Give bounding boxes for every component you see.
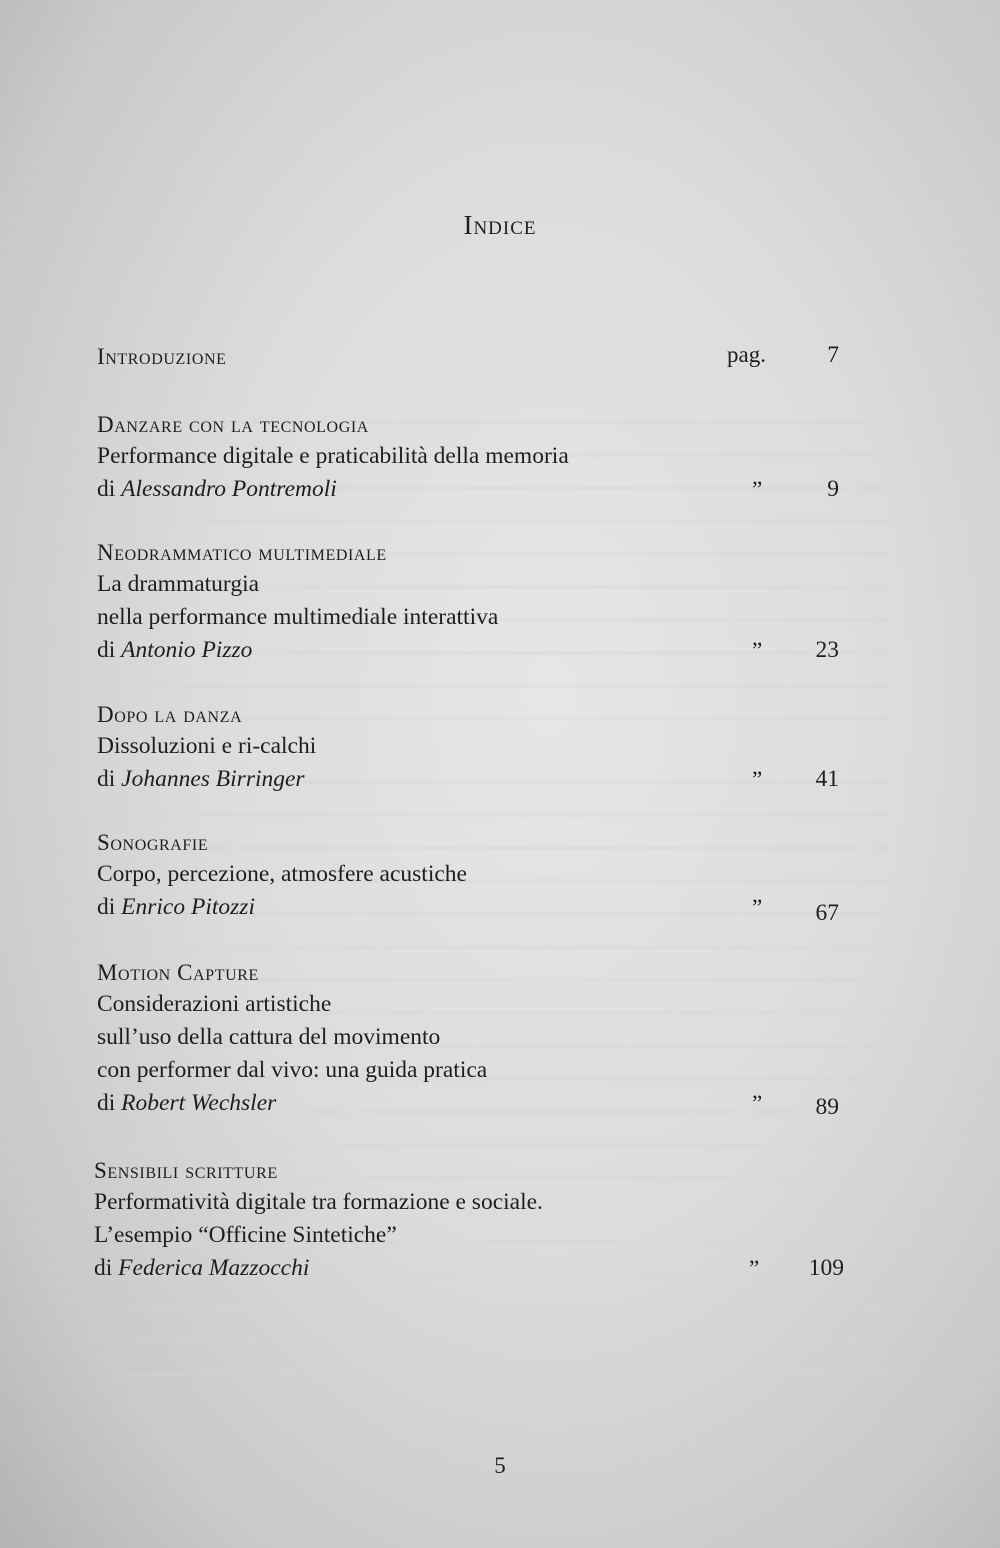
toc-page-label: pag. <box>727 342 766 367</box>
toc-section-title: Introduzione <box>97 344 227 369</box>
toc-subtitle-line: Corpo, percezione, atmosfere acustiche <box>97 861 467 887</box>
toc-author-prefix: di <box>97 1090 122 1116</box>
toc-ditto-mark: ” <box>752 477 763 502</box>
toc-ditto-mark: ” <box>749 1256 760 1281</box>
toc-author-row <box>97 763 857 796</box>
toc-author-row <box>97 891 857 924</box>
toc-author-row <box>97 634 857 667</box>
page-number: 5 <box>494 1453 506 1478</box>
toc-section-title: Sonografie <box>97 830 209 855</box>
toc-entry-introduzione[interactable] <box>97 342 857 372</box>
toc-author-prefix: di <box>97 476 122 502</box>
toc-page-number: 9 <box>827 476 839 502</box>
toc-subtitle-line: sull’uso della cattura del movimento <box>97 1024 441 1050</box>
toc-subtitle-line: La drammaturgia <box>97 571 260 597</box>
index-title: Indice <box>463 210 537 240</box>
toc-author: Enrico Pitozzi <box>121 894 255 920</box>
toc-subtitle-line: Performatività digitale tra formazione e sociale. <box>94 1189 543 1215</box>
toc-page-number: 23 <box>815 637 839 663</box>
toc-author-prefix: di <box>97 894 122 920</box>
toc-section-title: Danzare con la tecnologia <box>97 412 369 437</box>
toc-entry-neodrammatico[interactable] <box>97 538 857 667</box>
toc-section-title: Motion Capture <box>97 960 259 985</box>
toc-entry-dopo-la-danza[interactable] <box>97 700 857 796</box>
toc-subtitle-line: L’esempio “Officine Sintetiche” <box>94 1222 397 1248</box>
toc-ditto-mark: ” <box>752 1091 763 1116</box>
toc-section-title: Neodrammatico multimediale <box>97 540 387 565</box>
toc-page-number: 67 <box>815 900 839 926</box>
toc-subtitle-line: nella performance multimediale interattiva <box>97 604 499 630</box>
toc-page-number: 89 <box>815 1094 839 1120</box>
toc-subtitle-line: con performer dal vivo: una guida pratica <box>97 1057 488 1083</box>
toc-author: Robert Wechsler <box>121 1090 277 1116</box>
toc-author-row <box>97 1087 857 1120</box>
toc-entry-motion-capture[interactable] <box>97 958 857 1120</box>
toc-entry-sensibili-scritture[interactable] <box>94 1156 854 1285</box>
toc-page-number: 109 <box>808 1255 844 1281</box>
toc-author: Johannes Birringer <box>121 766 305 792</box>
toc-subtitle-line: Considerazioni artistiche <box>97 991 332 1017</box>
toc-author-prefix: di <box>97 766 122 792</box>
toc-page-number: 7 <box>827 342 839 368</box>
toc-ditto-mark: ” <box>752 638 763 663</box>
toc-section-title: Dopo la danza <box>97 702 243 727</box>
toc-author: Antonio Pizzo <box>121 637 253 663</box>
toc-author-row <box>94 1252 854 1285</box>
toc-section-title: Sensibili scritture <box>94 1158 278 1183</box>
toc-author-prefix: di <box>97 637 122 663</box>
toc-author: Federica Mazzocchi <box>118 1255 310 1281</box>
toc-ditto-mark: ” <box>752 895 763 920</box>
toc-subtitle-line: Performance digitale e praticabilità della memoria <box>97 443 569 469</box>
toc-entry-sonografie[interactable] <box>97 828 857 924</box>
toc-entry-danzare[interactable] <box>97 410 857 506</box>
toc-author-prefix: di <box>94 1255 119 1281</box>
toc-ditto-mark: ” <box>752 767 763 792</box>
toc-subtitle-line: Dissoluzioni e ri-calchi <box>97 733 317 759</box>
toc-author-row <box>97 473 857 506</box>
toc-page-number: 41 <box>815 766 839 792</box>
toc-author: Alessandro Pontremoli <box>121 476 337 502</box>
